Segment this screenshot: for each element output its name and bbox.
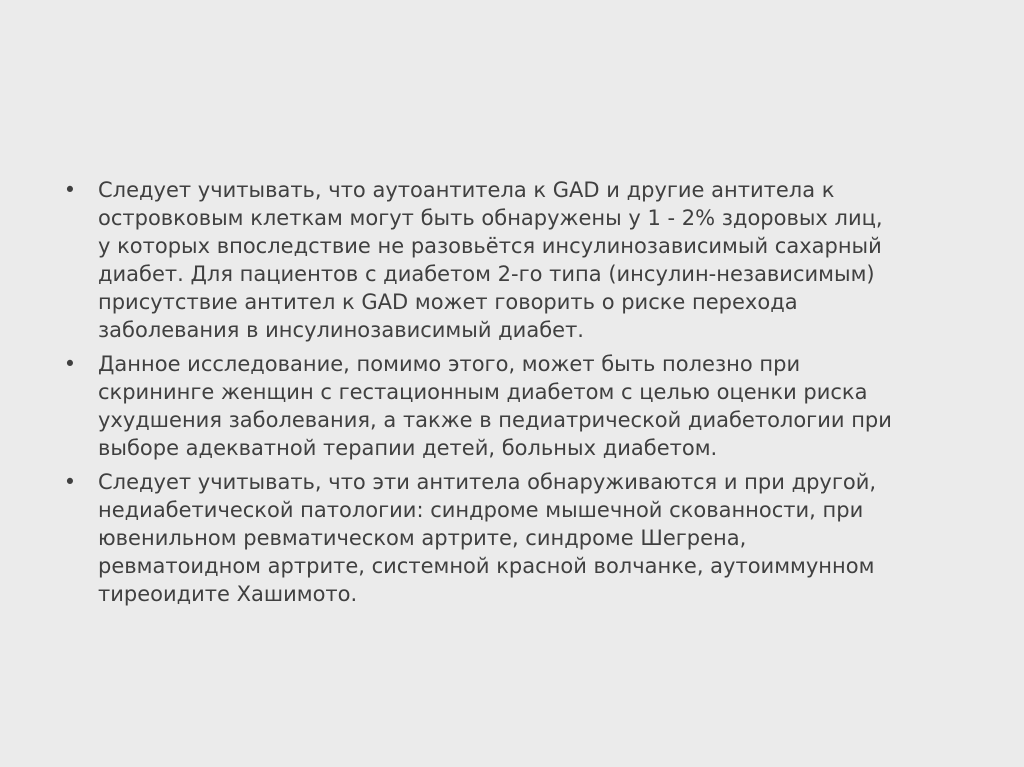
bullet-1-line-2: островковым клеткам могут быть обнаружены у 1 - 2% здоровых лиц, (98, 206, 883, 230)
bullet-2-line-3: ухудшения заболевания, а также в педиатрической диабетологии при (98, 408, 892, 432)
bullet-1-line-3: у которых впоследствие не разовьётся инсулинозависимый сахарный (98, 234, 882, 258)
bullet-item-1 (60, 176, 960, 344)
bullet-1-line-5: присутствие антител к GAD может говорить о риске перехода (98, 290, 798, 314)
bullet-3-line-5: тиреоидите Хашимото. (98, 582, 358, 606)
bullet-2-line-4: выборе адекватной терапии детей, больных диабетом. (98, 436, 718, 460)
bullet-item-3 (60, 468, 960, 608)
bullet-2-line-1: Данное исследование, помимо этого, может быть полезно при (98, 352, 801, 376)
bullet-list (60, 176, 960, 614)
bullet-1-line-1: Следует учитывать, что аутоантитела к GAD и другие антитела к (98, 178, 835, 202)
bullet-item-2 (60, 350, 960, 462)
bullet-3-line-3: ювенильном ревматическом артрите, синдроме Шегрена, (98, 526, 747, 550)
bullet-3-line-2: недиабетической патологии: синдроме мышечной скованности, при (98, 498, 864, 522)
bullet-dot-icon: • (63, 352, 77, 376)
bullet-3-line-1: Следует учитывать, что эти антитела обнаруживаются и при другой, (98, 470, 877, 494)
bullet-2-line-2: скрининге женщин с гестационным диабетом с целью оценки риска (98, 380, 868, 404)
bullet-3-line-4: ревматоидном артрите, системной красной волчанке, аутоиммунном (98, 554, 875, 578)
bullet-dot-icon: • (63, 178, 77, 202)
bullet-1-line-6: заболевания в инсулинозависимый диабет. (98, 318, 584, 342)
bullet-1-line-4: диабет. Для пациентов с диабетом 2-го типа (инсулин-независимым) (98, 262, 875, 286)
bullet-dot-icon: • (63, 470, 77, 494)
